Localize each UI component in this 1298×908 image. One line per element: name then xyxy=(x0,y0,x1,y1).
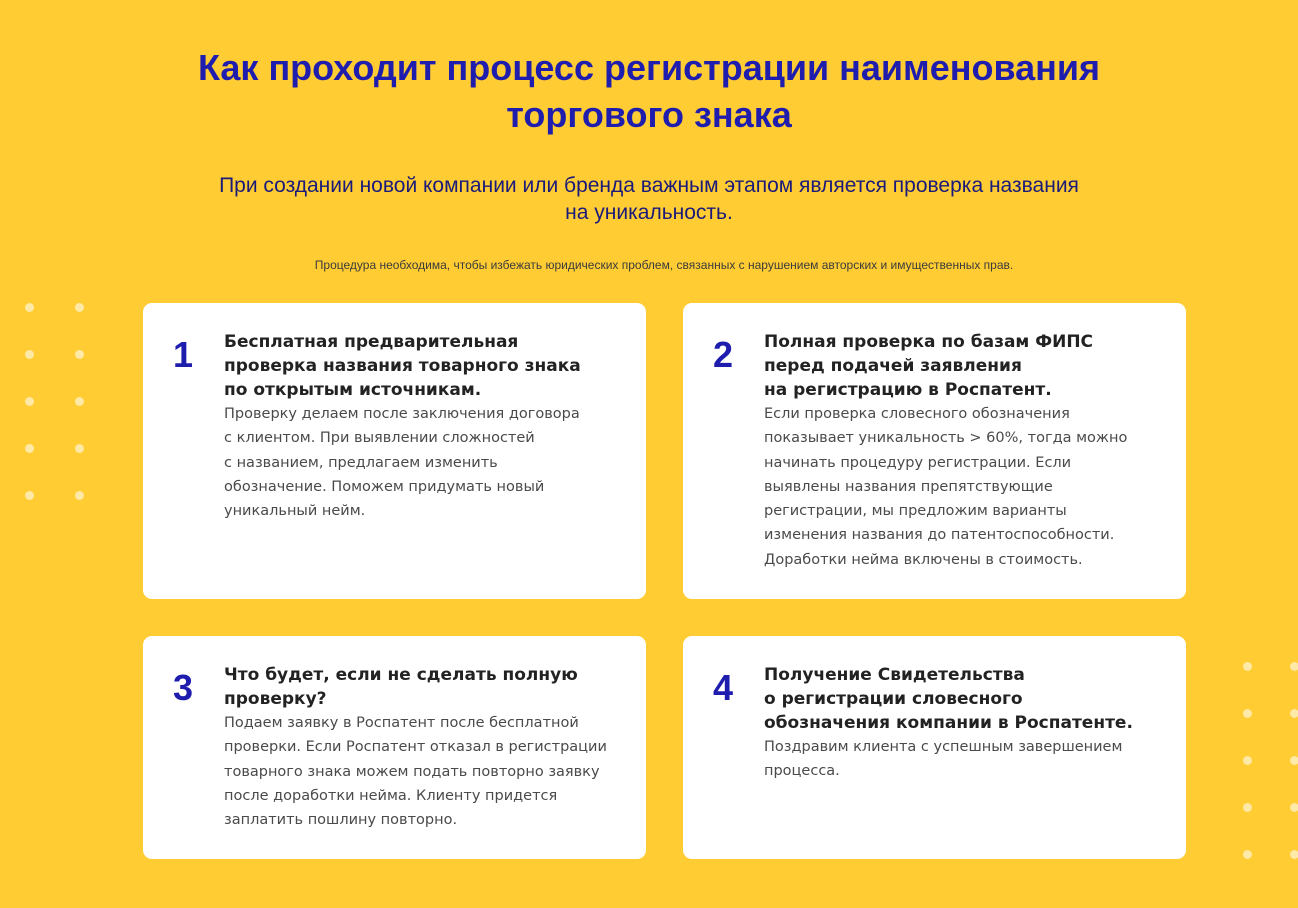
decorative-dot xyxy=(75,397,84,406)
step-content xyxy=(764,663,1164,784)
step-title-line: проверку? xyxy=(224,689,327,709)
step-text-line: обозначение. Поможем придумать новый xyxy=(224,478,545,495)
step-card-3 xyxy=(143,636,646,859)
step-text-line: начинать процедуру регистрации. Если xyxy=(764,454,1072,471)
step-number: 1 xyxy=(173,334,194,375)
step-text-line: товарного знака можем подать повторно заявку xyxy=(224,763,600,780)
step-text-line: заплатить пошлину повторно. xyxy=(224,812,458,829)
page-subtitle xyxy=(0,172,1298,226)
step-content xyxy=(764,330,1164,572)
step-text-line: Доработки нейма включены в стоимость. xyxy=(764,551,1083,568)
decorative-dots-left xyxy=(25,303,85,498)
step-text-line: Подаем заявку в Роспатент после бесплатной xyxy=(224,715,579,731)
step-text-line: изменения названия до патентоспособности. xyxy=(764,527,1115,544)
decorative-dot xyxy=(25,397,34,406)
step-content xyxy=(224,330,624,523)
step-content xyxy=(224,663,624,832)
step-title xyxy=(224,330,624,402)
page-note: Процедура необходима, чтобы избежать юридических проблем, связанных с нарушением авторских и имущественных прав. xyxy=(314,258,1014,272)
step-title xyxy=(764,663,1164,735)
decorative-dot xyxy=(25,491,34,500)
step-card-2 xyxy=(683,303,1186,599)
page-title-line: торгового знака xyxy=(506,94,792,135)
decorative-dot xyxy=(1243,803,1252,812)
decorative-dot xyxy=(25,350,34,359)
step-title-line: проверка названия товарного знака xyxy=(224,356,581,376)
decorative-dot xyxy=(75,444,84,453)
step-title-line: на регистрацию в Роспатент. xyxy=(764,380,1052,400)
step-title-line: Полная проверка по базам ФИПС xyxy=(764,332,1094,352)
step-text-line: регистрации, мы предложим варианты xyxy=(764,503,1067,520)
page-subtitle-line: на уникальность. xyxy=(565,201,733,224)
step-text-line: Проверку делаем после заключения договора xyxy=(224,406,580,422)
step-title-line: обозначения компании в Роспатенте. xyxy=(764,713,1133,733)
decorative-dot xyxy=(75,350,84,359)
decorative-dot xyxy=(1290,803,1298,812)
step-title xyxy=(764,330,1164,402)
step-title-line: по открытым источникам. xyxy=(224,380,482,400)
step-card-4 xyxy=(683,636,1186,859)
step-number: 3 xyxy=(173,667,194,708)
step-title-line: Бесплатная предварительная xyxy=(224,332,519,352)
step-description xyxy=(224,711,624,832)
decorative-dots-right xyxy=(1243,662,1298,862)
step-description xyxy=(224,402,624,523)
decorative-dot xyxy=(1243,850,1252,859)
step-description xyxy=(764,402,1164,572)
step-text-line: выявлены названия препятствующие xyxy=(764,478,1053,495)
decorative-dot xyxy=(1290,709,1298,718)
step-title-line: Что будет, если не сделать полную xyxy=(224,665,578,685)
decorative-dot xyxy=(1243,662,1252,671)
step-number: 4 xyxy=(713,667,734,708)
decorative-dot xyxy=(1290,756,1298,765)
step-description xyxy=(764,735,1164,784)
step-text-line: с клиентом. При выявлении сложностей xyxy=(224,430,535,447)
step-text-line: уникальный нейм. xyxy=(224,503,366,520)
step-card-1 xyxy=(143,303,646,599)
step-text-line: проверки. Если Роспатент отказал в регистрации xyxy=(224,739,607,756)
step-number: 2 xyxy=(713,334,734,375)
step-title xyxy=(224,663,624,711)
decorative-dot xyxy=(75,491,84,500)
step-title-line: перед подачей заявления xyxy=(764,356,1022,376)
step-title-line: Получение Свидетельства xyxy=(764,665,1025,685)
page-title-line: Как проходит процесс регистрации наименования xyxy=(197,47,1101,88)
decorative-dot xyxy=(25,303,34,312)
page-title xyxy=(0,44,1298,138)
decorative-dot xyxy=(1243,709,1252,718)
decorative-dot xyxy=(1290,850,1298,859)
page-subtitle-line: При создании новой компании или бренда важным этапом является проверка названия xyxy=(219,174,1079,197)
step-text-line: с названием, предлагаем изменить xyxy=(224,454,498,471)
decorative-dot xyxy=(1243,756,1252,765)
step-text-line: Если проверка словесного обозначения xyxy=(764,406,1070,422)
decorative-dot xyxy=(75,303,84,312)
step-title-line: о регистрации словесного xyxy=(764,689,1023,709)
step-text-line: процесса. xyxy=(764,763,840,780)
step-text-line: после доработки нейма. Клиенту придется xyxy=(224,787,558,804)
decorative-dot xyxy=(25,444,34,453)
step-text-line: Поздравим клиента с успешным завершением xyxy=(764,739,1123,755)
step-text-line: показывает уникальность > 60%, тогда можно xyxy=(764,430,1128,447)
decorative-dot xyxy=(1290,662,1298,671)
